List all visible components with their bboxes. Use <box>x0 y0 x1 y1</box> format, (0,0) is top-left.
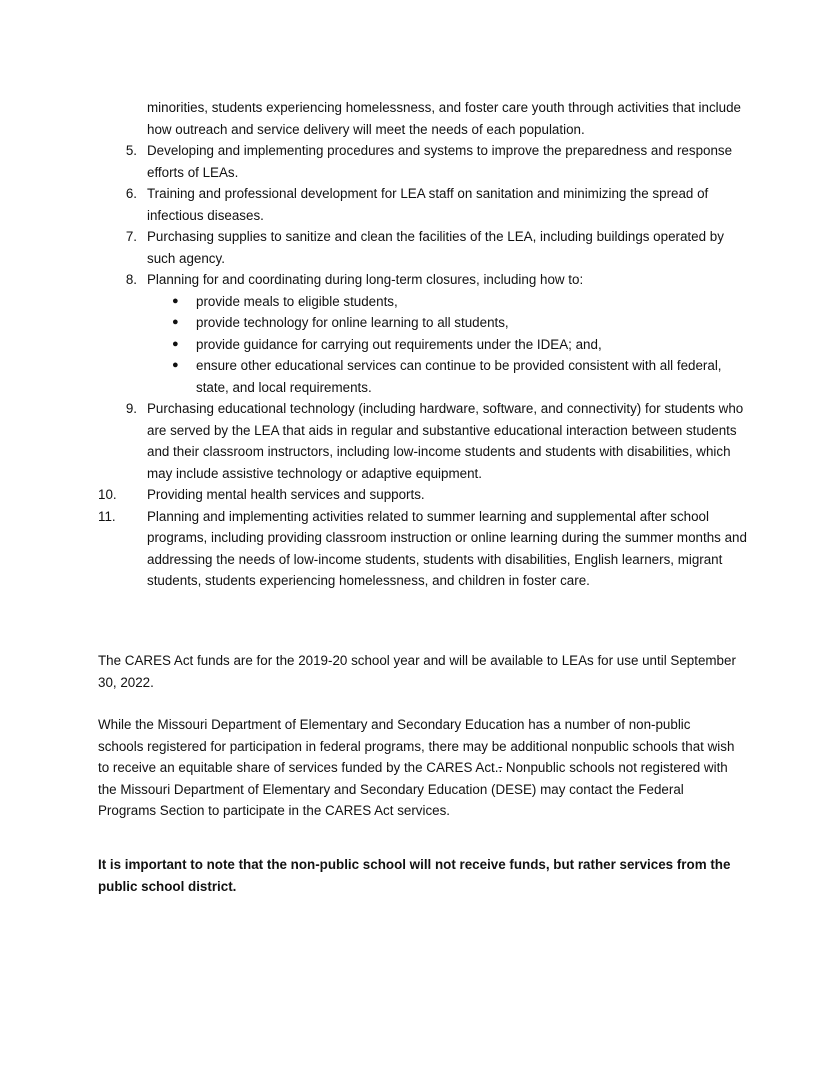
struck-punctuation: . <box>498 760 503 775</box>
bullet-text: provide meals to eligible students, <box>196 293 398 309</box>
list-number: 7. <box>125 229 137 244</box>
bullet-icon: ● <box>172 337 179 350</box>
list-number: 9. <box>125 401 137 416</box>
list-item-5 <box>98 140 748 183</box>
list-item-8 <box>98 269 748 398</box>
list-number: 5. <box>125 143 137 158</box>
list-item-9 <box>98 398 748 484</box>
paragraph-text: Nonpublic schools not registered with the Missouri Department of Elementary and Secondary Education (DESE) may contact the Federal Programs Section to participate in the CARES Act services. <box>98 760 728 818</box>
list-item-6 <box>98 183 748 226</box>
bullet-list <box>147 291 748 399</box>
bullet-text: provide guidance for carrying out requirements under the IDEA; and, <box>196 336 602 352</box>
bullet-item <box>147 291 748 313</box>
list-item-text: Training and professional development for LEA staff on sanitation and minimizing the spread of infectious diseases. <box>147 186 709 223</box>
paragraph-text: While the Missouri Department of Elementary and Secondary Education has a number of non-public schools registered for participation in federal programs, there may be additional nonpublic schools that wish to receive an equitable share of services funded by the CARES Act. <box>98 717 735 775</box>
bullet-icon: ● <box>172 359 179 371</box>
list-item-text: Providing mental health services and supports. <box>147 487 425 502</box>
list-item-text: Developing and implementing procedures and systems to improve the preparedness and response efforts of LEAs. <box>147 143 733 180</box>
list-item-text: Planning and implementing activities related to summer learning and supplemental after school programs, including providing classroom instruction or online learning during the summer months and addressing the needs of low-income students, students with disabilities, English learners, migrant students, students experiencing homelessness, and children in foster care. <box>147 508 747 588</box>
numbered-list <box>98 140 748 592</box>
list-number: 11. <box>98 508 116 524</box>
list-item-10 <box>98 484 748 506</box>
funding-period-paragraph: The CARES Act funds are for the 2019-20 school year and will be available to LEAs for use until September 30, 2022. <box>98 653 736 690</box>
bullet-icon: ● <box>172 294 179 307</box>
important-note: It is important to note that the non-public school will not receive funds, but rather services from the public school district. <box>98 857 731 894</box>
bullet-item <box>147 355 748 398</box>
bullet-item <box>147 312 748 334</box>
list-number: 6. <box>125 186 137 201</box>
list-number: 8. <box>125 272 137 287</box>
list-item-11 <box>98 506 748 592</box>
list-number: 10. <box>98 487 117 502</box>
list-item-7 <box>98 226 748 269</box>
list-item-text: Purchasing supplies to sanitize and clean the facilities of the LEA, including buildings operated by such agency. <box>147 229 724 266</box>
nonpublic-schools-paragraph <box>98 714 738 822</box>
bullet-icon: ● <box>172 316 179 328</box>
list-item-text: Planning for and coordinating during long-term closures, including how to: <box>147 272 584 287</box>
bullet-text: provide technology for online learning to all students, <box>196 315 509 330</box>
bullet-text: ensure other educational services can continue to be provided consistent with all federal, state, and local requirements. <box>196 358 722 395</box>
list-item-text: Purchasing educational technology (including hardware, software, and connectivity) for students who are served by the LEA that aids in regular and substantive educational interaction between students and their classroom instructors, including low-income students and students with disabilities, which may include assistive technology or adaptive equipment. <box>147 401 744 481</box>
list-item-continuation: minorities, students experiencing homelessness, and foster care youth through activities that include how outreach and service delivery will meet the needs of each population. <box>147 100 741 137</box>
bullet-item <box>147 334 748 356</box>
